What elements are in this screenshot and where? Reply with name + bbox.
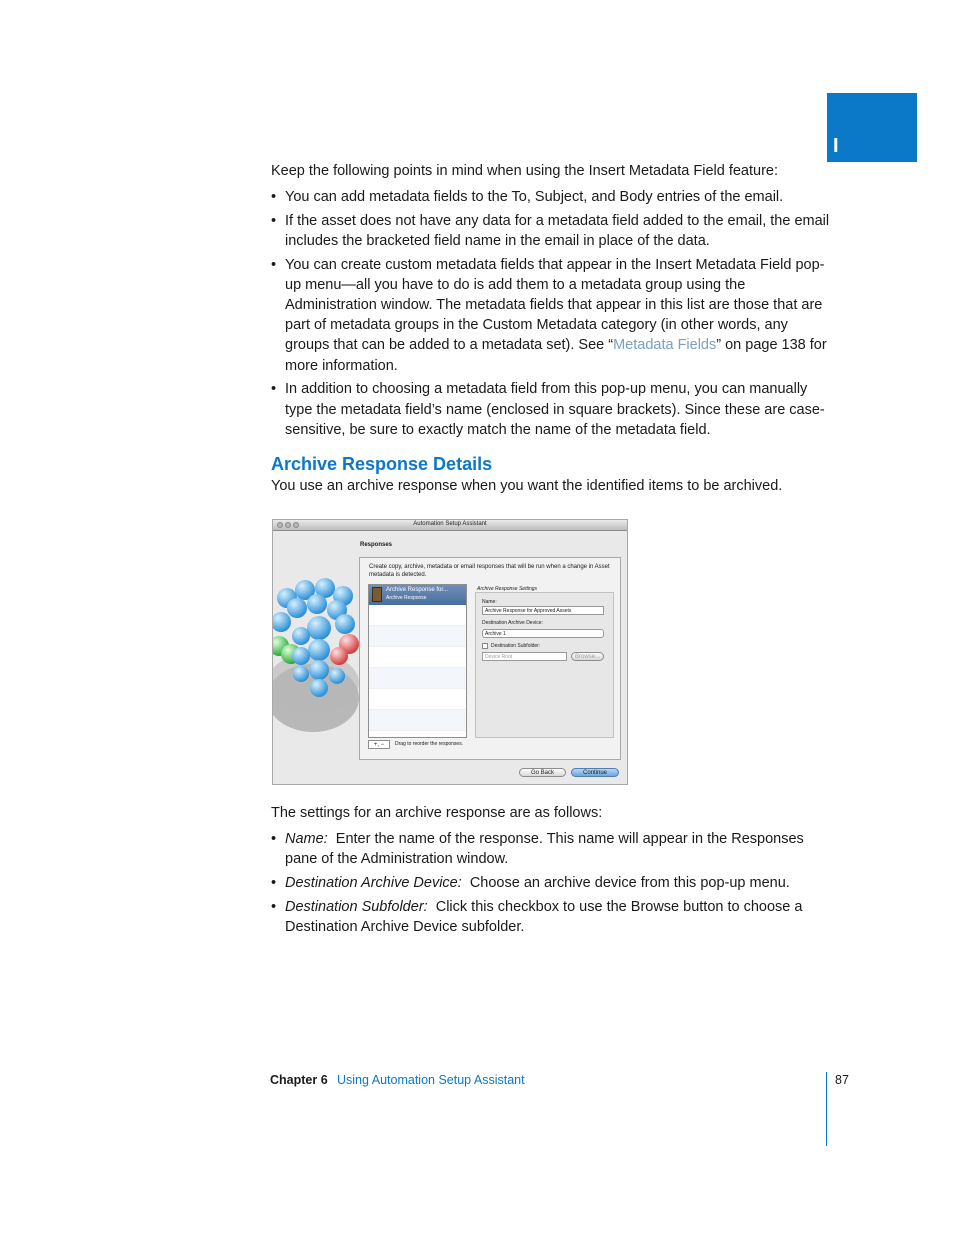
responses-list[interactable] xyxy=(368,584,467,738)
list-item xyxy=(271,829,831,869)
term-text: Click this checkbox to use the Browse button to choose a Destination Archive Device subfolder. xyxy=(285,898,803,935)
subfolder-label: Destination Subfolder: xyxy=(491,643,541,649)
window-title: Automation Setup Assistant xyxy=(413,521,487,527)
section-intro: You use an archive response when you want the identified items to be archived. xyxy=(271,478,783,494)
settings-box xyxy=(475,592,614,738)
list-row xyxy=(369,605,466,626)
section-heading: Archive Response Details xyxy=(271,454,493,474)
device-label: Destination Archive Device: xyxy=(482,620,543,626)
responses-description: Create copy, archive, metadata or email responses that will be run when a change in Asset metadata is detected. xyxy=(369,564,610,578)
list-row xyxy=(369,689,466,710)
list-item xyxy=(271,255,831,376)
footer-chapter: Chapter 6 xyxy=(270,1073,328,1087)
settings-list xyxy=(271,829,831,941)
term-text: Enter the name of the response. This name will appear in the Responses pane of the Administration window. xyxy=(285,831,804,868)
term: Name: xyxy=(285,831,328,847)
responses-heading: Responses xyxy=(360,542,393,548)
list-item-title: Archive Response for... xyxy=(386,587,449,593)
chapter-tab-letter: I xyxy=(833,135,839,157)
footer-divider xyxy=(826,1072,827,1146)
name-label: Name: xyxy=(482,599,497,605)
chapter-tab xyxy=(827,93,917,162)
assistant-artwork-icon xyxy=(272,558,361,758)
settings-group-label: Archive Response Settings xyxy=(477,586,538,592)
list-item-text: You can create custom metadata fields that appear in the Insert Metadata Field pop-up menu—all you have to do is add them to a metadata group using the Administration window. The metadata fields that appear in this list are those that are part of metadata groups in the Custom Metadata category (in other words, any groups that can be added to a metadata set). See “ xyxy=(285,256,825,354)
name-field[interactable]: Archive Response for Approved Assets xyxy=(482,606,604,615)
footer-title[interactable]: Using Automation Setup Assistant xyxy=(337,1073,525,1087)
term: Destination Archive Device: xyxy=(285,874,462,891)
notes-list xyxy=(271,187,831,443)
list-item-selected[interactable] xyxy=(369,585,466,605)
metadata-fields-link[interactable]: Metadata Fields xyxy=(613,337,717,354)
list-item: • If the asset does not have any data for a metadata field added to the email, the email includes the bracketed field name in the email in place of the data. xyxy=(271,211,831,251)
list-item-subtitle: Archive Response xyxy=(386,595,427,601)
list-item xyxy=(271,897,831,937)
go-back-button[interactable]: Go Back xyxy=(519,768,566,777)
settings-intro: The settings for an archive response are as follows: xyxy=(271,805,603,821)
list-item-text: ” on page 138 for more information. xyxy=(285,337,827,374)
page-number: 87 xyxy=(835,1073,849,1087)
list-item: • In addition to choosing a metadata field from this pop-up menu, you can manually type the metadata field’s name (enclosed in square brackets). Since these are case-sensitive, be sure to exactly match the name of the metadata field. xyxy=(271,379,831,440)
responses-panel xyxy=(359,557,621,760)
drag-hint: Drag to reorder the responses. xyxy=(395,741,464,747)
subfolder-checkbox[interactable] xyxy=(482,643,488,649)
term: Destination Subfolder: xyxy=(285,898,428,915)
subfolder-field[interactable]: Device Root xyxy=(482,652,567,661)
archive-icon xyxy=(372,587,382,602)
list-row xyxy=(369,647,466,668)
title-bar xyxy=(273,520,627,531)
list-item xyxy=(271,873,831,893)
list-item: • You can add metadata fields to the To, Subject, and Body entries of the email. xyxy=(271,187,831,207)
continue-button[interactable]: Continue xyxy=(571,768,619,777)
list-row xyxy=(369,710,466,731)
device-select[interactable]: Archive 1 xyxy=(482,629,604,638)
screenshot-window xyxy=(272,519,628,785)
term-text: Choose an archive device from this pop-up menu. xyxy=(469,874,790,891)
browse-button[interactable]: Browse... xyxy=(571,652,604,661)
list-row xyxy=(369,626,466,647)
list-row xyxy=(369,668,466,689)
intro-text: Keep the following points in mind when using the Insert Metadata Field feature: xyxy=(271,163,778,179)
add-remove-button[interactable]: +, − xyxy=(368,740,390,749)
